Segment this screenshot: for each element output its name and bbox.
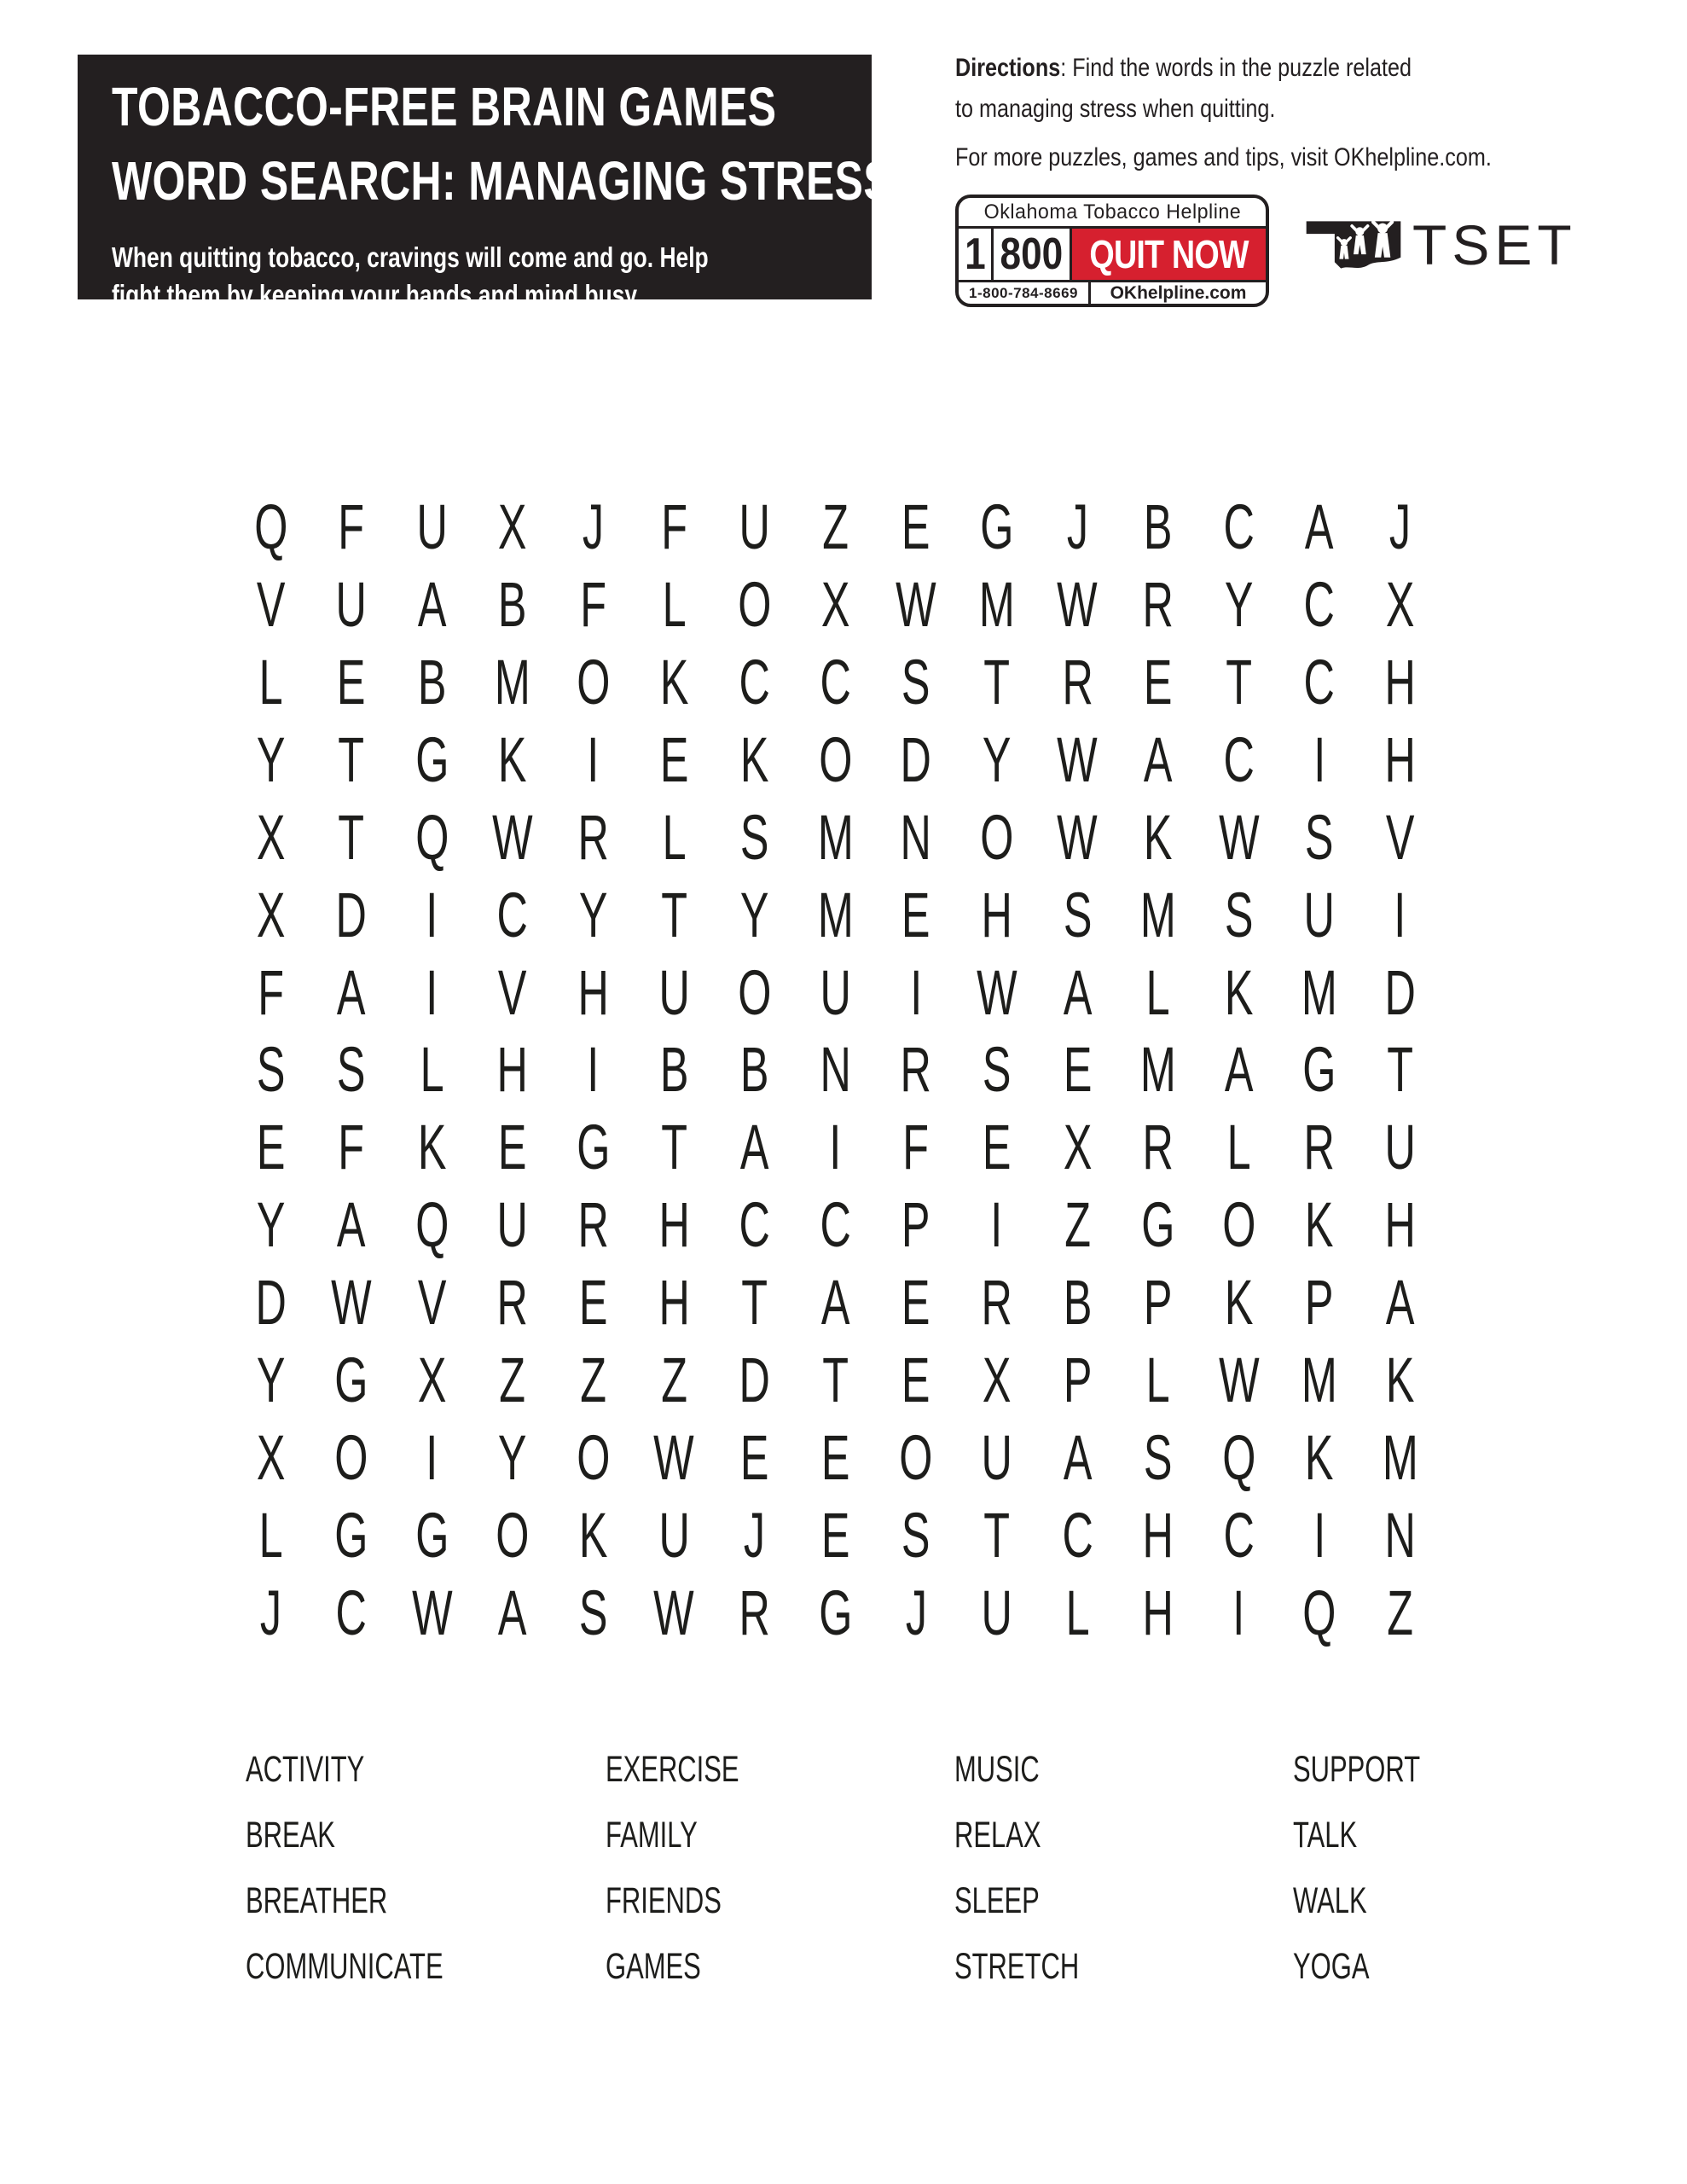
grid-letter-r4c2: T [338,723,365,795]
grid-letter-r12c14: M [1301,1345,1338,1416]
grid-letter-r11c1: D [255,1267,287,1339]
grid-letter-r12c1: Y [256,1345,286,1416]
page-title-line1: TOBACCO-FREE BRAIN GAMES [112,76,777,137]
grid-letter-r5c10: O [980,801,1014,873]
grid-letter-r1c7: U [739,491,771,562]
page-title [112,70,893,218]
grid-letter-r15c8: G [818,1577,853,1649]
directions-line1 [955,48,1412,89]
grid-letter-r6c13: S [1224,879,1254,950]
grid-letter-r5c3: Q [415,801,449,873]
grid-letter-r5c8: M [817,801,854,873]
grid-letter-r13c11: A [1063,1422,1093,1494]
grid-letter-r7c6: U [658,956,690,1028]
word-list-item: FRIENDS [606,1880,722,1921]
word-search-grid [230,488,1441,1652]
grid-letter-r5c13: W [1218,801,1260,873]
helpline-logo-header [959,198,1266,226]
grid-letter-r10c14: K [1305,1189,1334,1261]
grid-letter-r1c10: G [980,491,1014,562]
grid-letter-r14c3: G [415,1500,449,1571]
grid-letter-r6c11: S [1063,879,1093,950]
grid-letter-r6c7: Y [740,879,769,950]
grid-letter-r6c14: U [1303,879,1336,950]
grid-letter-r14c4: O [496,1500,530,1571]
grid-letter-r15c3: W [411,1577,453,1649]
grid-letter-r7c4: V [498,956,527,1028]
grid-letter-r6c8: M [817,879,854,950]
grid-letter-r6c10: H [981,879,1012,950]
grid-letter-r7c3: I [426,956,438,1028]
grid-letter-r14c15: N [1384,1500,1416,1571]
grid-letter-r3c14: C [1303,646,1336,717]
grid-letter-r15c1: J [259,1577,281,1649]
grid-letter-r14c2: G [334,1500,368,1571]
grid-letter-r3c6: K [659,646,689,717]
grid-letter-r7c5: H [577,956,609,1028]
grid-letter-r7c12: L [1145,956,1170,1028]
grid-letter-r15c6: W [653,1577,695,1649]
grid-letter-r11c12: P [1144,1267,1173,1339]
grid-letter-r9c7: A [740,1112,769,1183]
grid-letter-r7c15: D [1384,956,1416,1028]
grid-letter-r15c5: S [578,1577,608,1649]
grid-letter-r7c7: O [738,956,772,1028]
grid-letter-r4c12: A [1144,723,1173,795]
grid-letter-r9c15: U [1384,1112,1416,1183]
grid-letter-r12c2: G [334,1345,368,1416]
grid-letter-r12c7: D [739,1345,771,1416]
directions-line2: to managing stress when quitting. [955,95,1276,123]
grid-letter-r14c7: J [744,1500,766,1571]
grid-letter-r5c9: N [900,801,932,873]
grid-letter-r5c12: K [1144,801,1173,873]
grid-letter-r4c4: K [498,723,527,795]
grid-letter-r8c2: S [337,1034,366,1106]
word-list-item: EXERCISE [606,1749,739,1790]
grid-letter-r11c6: H [658,1267,690,1339]
grid-letter-r2c2: U [335,568,368,640]
word-list-item: BREAK [246,1815,335,1856]
grid-letter-r8c9: R [900,1034,932,1106]
header-banner [78,55,893,311]
grid-letter-r3c7: C [739,646,771,717]
grid-letter-r6c3: I [426,879,438,950]
grid-letter-r14c12: H [1142,1500,1174,1571]
grid-letter-r10c12: G [1141,1189,1175,1261]
grid-letter-r3c10: T [983,646,1011,717]
grid-letter-r2c12: R [1142,568,1174,640]
grid-letter-r12c11: P [1063,1345,1093,1416]
grid-letter-r8c4: H [496,1034,529,1106]
grid-letter-r13c2: O [334,1422,368,1494]
grid-letter-r12c15: K [1385,1345,1415,1416]
word-list-item: MUSIC [954,1749,1040,1790]
grid-letter-r14c9: S [901,1500,930,1571]
grid-letter-r13c1: X [256,1422,286,1494]
grid-letter-r7c2: A [337,956,366,1028]
grid-letter-r13c6: W [653,1422,695,1494]
grid-letter-r12c4: Z [499,1345,526,1416]
word-list-item: GAMES [606,1946,701,1987]
grid-letter-r3c15: H [1384,646,1416,717]
grid-letter-r6c15: I [1394,879,1406,950]
grid-letter-r14c8: E [820,1500,850,1571]
grid-letter-r14c11: C [1062,1500,1093,1571]
grid-letter-r1c15: J [1389,491,1412,562]
word-list-item: COMMUNICATE [246,1946,443,1987]
grid-letter-r11c13: K [1224,1267,1254,1339]
grid-letter-r14c14: I [1313,1500,1326,1571]
grid-letter-r8c10: S [982,1034,1012,1106]
grid-letter-r13c4: Y [498,1422,527,1494]
helpline-logo-header-text: Oklahoma Tobacco Helpline [983,200,1241,224]
grid-letter-r4c7: K [740,723,769,795]
grid-letter-r9c3: K [417,1112,447,1183]
grid-letter-r1c14: A [1305,491,1334,562]
grid-letter-r13c3: I [426,1422,438,1494]
grid-letter-r12c9: E [901,1345,930,1416]
grid-letter-r10c9: P [901,1189,930,1261]
grid-letter-r6c9: E [901,879,930,950]
grid-letter-r9c1: E [256,1112,286,1183]
grid-letter-r9c10: E [982,1112,1012,1183]
word-list-item: SLEEP [954,1880,1040,1921]
grid-letter-r5c4: W [492,801,533,873]
grid-letter-r8c6: B [659,1034,689,1106]
grid-letter-r10c13: O [1221,1189,1256,1261]
grid-letter-r7c11: A [1063,956,1093,1028]
grid-letter-r7c9: I [910,956,923,1028]
grid-letter-r3c11: R [1062,646,1093,717]
grid-letter-r11c8: A [820,1267,850,1339]
grid-letter-r3c5: O [577,646,611,717]
grid-letter-r9c12: R [1142,1112,1174,1183]
grid-letter-r11c5: E [578,1267,608,1339]
grid-letter-r8c12: M [1139,1034,1176,1106]
grid-letter-r2c11: W [1057,568,1099,640]
grid-letter-r5c11: W [1057,801,1099,873]
grid-letter-r11c7: T [741,1267,768,1339]
grid-letter-r2c8: X [820,568,850,640]
grid-letter-r8c8: N [820,1034,851,1106]
grid-letter-r3c1: L [258,646,283,717]
grid-letter-r2c15: X [1385,568,1415,640]
helpline-logo-footer-row [959,282,1266,304]
word-list-item: STRETCH [954,1946,1080,1987]
grid-letter-r10c8: C [820,1189,851,1261]
grid-letter-r9c9: F [902,1112,930,1183]
grid-letter-r13c12: S [1144,1422,1173,1494]
grid-letter-r13c7: E [740,1422,769,1494]
grid-letter-r5c15: V [1385,801,1415,873]
grid-letter-r4c10: Y [982,723,1012,795]
grid-letter-r2c14: C [1303,568,1336,640]
grid-letter-r9c6: T [660,1112,687,1183]
grid-letter-r4c6: E [659,723,689,795]
grid-letter-r11c9: E [901,1267,930,1339]
grid-letter-r1c1: Q [253,491,287,562]
grid-letter-r3c8: C [820,646,851,717]
word-list-item: FAMILY [606,1815,698,1856]
grid-letter-r5c14: S [1305,801,1334,873]
word-list-item: TALK [1293,1815,1358,1856]
grid-letter-r2c13: Y [1224,568,1254,640]
grid-letter-r4c13: C [1223,723,1255,795]
helpline-phone-number: 1-800-784-8669 [959,282,1091,304]
grid-letter-r10c6: H [658,1189,690,1261]
word-list-item: RELAX [954,1815,1041,1856]
grid-letter-r13c10: U [981,1422,1012,1494]
grid-letter-r2c1: V [256,568,286,640]
grid-letter-r13c9: O [899,1422,933,1494]
grid-letter-r10c7: C [739,1189,771,1261]
grid-letter-r5c2: T [338,801,365,873]
grid-letter-r11c14: P [1305,1267,1334,1339]
grid-letter-r3c9: S [901,646,930,717]
grid-letter-r9c4: E [498,1112,527,1183]
grid-letter-r8c14: G [1302,1034,1336,1106]
grid-letter-r10c11: Z [1064,1189,1091,1261]
grid-letter-r2c4: B [498,568,527,640]
grid-letter-r2c7: O [738,568,772,640]
grid-letter-r9c2: F [338,1112,365,1183]
grid-letter-r7c8: U [820,956,851,1028]
grid-letter-r14c5: K [578,1500,608,1571]
helpline-website: OKhelpline.com [1110,282,1247,303]
grid-letter-r8c5: I [587,1034,600,1106]
grid-letter-r12c12: L [1145,1345,1170,1416]
grid-letter-r13c14: K [1305,1422,1334,1494]
word-list-column [246,1737,520,2000]
grid-letter-r10c5: R [577,1189,609,1261]
word-list-item: YOGA [1293,1946,1370,1987]
grid-letter-r4c1: Y [256,723,286,795]
grid-letter-r10c2: A [337,1189,366,1261]
grid-letter-r1c6: F [660,491,687,562]
grid-letter-r4c8: O [818,723,853,795]
grid-letter-r12c3: X [417,1345,447,1416]
word-list-column [954,1737,1128,2000]
grid-letter-r5c6: L [662,801,687,873]
grid-letter-r6c6: T [660,879,687,950]
grid-letter-r10c3: Q [415,1189,449,1261]
grid-letter-r2c9: W [896,568,936,640]
grid-letter-r6c5: Y [578,879,608,950]
grid-letter-r15c2: C [335,1577,368,1649]
grid-letter-r10c4: U [496,1189,529,1261]
grid-letter-r6c2: D [335,879,368,950]
grid-letter-r1c3: U [416,491,448,562]
word-list-item: SUPPORT [1293,1749,1421,1790]
grid-letter-r4c9: D [900,723,932,795]
grid-letter-r1c9: E [901,491,930,562]
grid-letter-r11c10: R [981,1267,1012,1339]
page-title-line2: WORD SEARCH: MANAGING STRESS [112,150,893,212]
grid-letter-r2c10: M [978,568,1015,640]
grid-letter-r11c15: A [1385,1267,1415,1339]
grid-letter-r3c2: E [337,646,366,717]
directions-text [955,48,1499,130]
grid-letter-r5c5: R [577,801,609,873]
word-list-column [606,1737,791,2000]
grid-letter-r1c8: Z [822,491,849,562]
grid-letter-r1c11: J [1066,491,1088,562]
grid-letter-r8c7: B [740,1034,769,1106]
grid-letter-r6c4: C [496,879,529,950]
grid-letter-r4c5: I [587,723,600,795]
helpline-logo [955,195,1269,307]
grid-letter-r13c13: Q [1221,1422,1256,1494]
helpline-logo-number-row [959,226,1266,282]
grid-letter-r3c4: M [495,646,531,717]
grid-letter-r11c11: B [1063,1267,1093,1339]
grid-letter-r3c12: E [1144,646,1173,717]
grid-letter-r8c11: E [1063,1034,1093,1106]
grid-letter-r5c7: S [740,801,769,873]
grid-letter-r12c8: T [822,1345,849,1416]
word-list-item: WALK [1293,1880,1367,1921]
page-subtitle [112,239,872,314]
grid-letter-r1c12: B [1144,491,1173,562]
grid-letter-r9c13: L [1226,1112,1251,1183]
grid-letter-r9c14: R [1303,1112,1336,1183]
grid-letter-r5c1: X [256,801,286,873]
grid-letter-r15c9: J [905,1577,927,1649]
grid-letter-r2c3: A [417,568,447,640]
grid-letter-r2c5: F [580,568,607,640]
grid-letter-r9c11: X [1063,1112,1093,1183]
grid-letter-r8c13: A [1224,1034,1254,1106]
grid-letter-r15c4: A [498,1577,527,1649]
grid-letter-r7c13: K [1224,956,1254,1028]
grid-letter-r14c13: C [1223,1500,1255,1571]
grid-letter-r7c10: W [976,956,1017,1028]
grid-letter-r4c14: I [1313,723,1326,795]
grid-letter-r15c10: U [981,1577,1012,1649]
word-list [246,1737,1610,2018]
helpline-number-1: 1 [959,229,994,280]
grid-letter-r8c3: L [420,1034,444,1106]
quit-now-badge: QUIT NOW [1072,229,1266,280]
grid-letter-r15c12: H [1142,1577,1174,1649]
grid-letter-r15c11: L [1065,1577,1090,1649]
grid-letter-r9c8: I [829,1112,842,1183]
grid-letter-r13c8: E [820,1422,850,1494]
grid-letter-r11c4: R [496,1267,529,1339]
grid-letter-r2c6: L [662,568,687,640]
directions-line1-rest: : Find the words in the puzzle related [1060,54,1412,82]
grid-letter-r11c2: W [331,1267,372,1339]
grid-letter-r6c1: X [256,879,286,950]
tset-logo [1303,213,1577,276]
grid-letter-r12c6: Z [660,1345,687,1416]
grid-letter-r6c12: M [1139,879,1176,950]
grid-letter-r3c3: B [417,646,447,717]
grid-letter-r4c3: G [415,723,449,795]
word-list-item: ACTIVITY [246,1749,365,1790]
grid-letter-r10c1: Y [256,1189,286,1261]
grid-letter-r4c15: H [1384,723,1416,795]
grid-letter-r13c5: O [577,1422,611,1494]
grid-letter-r14c1: L [258,1500,283,1571]
grid-letter-r15c7: R [739,1577,771,1649]
grid-letter-r7c14: M [1301,956,1338,1028]
grid-letter-r13c15: M [1382,1422,1418,1494]
grid-letter-r12c13: W [1218,1345,1260,1416]
tset-logo-text: TSET [1412,213,1577,276]
more-puzzles-text: For more puzzles, games and tips, visit OKhelpline.com. [955,143,1492,171]
grid-letter-r1c4: X [498,491,527,562]
grid-letter-r3c13: T [1226,646,1252,717]
grid-letter-r11c3: V [417,1267,447,1339]
word-list-column [1293,1737,1470,2000]
grid-letter-r8c1: S [256,1034,286,1106]
word-list-item: BREATHER [246,1880,388,1921]
grid-letter-r10c15: H [1384,1189,1416,1261]
tset-oklahoma-icon [1303,213,1404,276]
grid-letter-r1c13: C [1223,491,1255,562]
grid-letter-r8c15: T [1387,1034,1414,1106]
grid-letter-r15c14: Q [1302,1577,1336,1649]
grid-letter-r1c2: F [338,491,365,562]
grid-letter-r7c1: F [257,956,284,1028]
grid-letter-r15c15: Z [1387,1577,1414,1649]
page-subtitle-line1: When quitting tobacco, cravings will come and go. Help [112,241,709,274]
directions-label: Directions [955,54,1061,82]
grid-letter-r15c13: I [1232,1577,1245,1649]
page-subtitle-line2: fight them by keeping your hands and mind busy. [112,278,642,311]
grid-letter-r9c5: G [577,1112,611,1183]
grid-letter-r1c5: J [583,491,605,562]
grid-letter-r4c11: W [1057,723,1099,795]
grid-letter-r14c10: T [983,1500,1011,1571]
grid-letter-r10c10: I [990,1189,1003,1261]
grid-letter-r12c10: X [982,1345,1012,1416]
helpline-number-800: 800 [994,229,1072,280]
grid-letter-r14c6: U [658,1500,690,1571]
grid-letter-r12c5: Z [580,1345,607,1416]
